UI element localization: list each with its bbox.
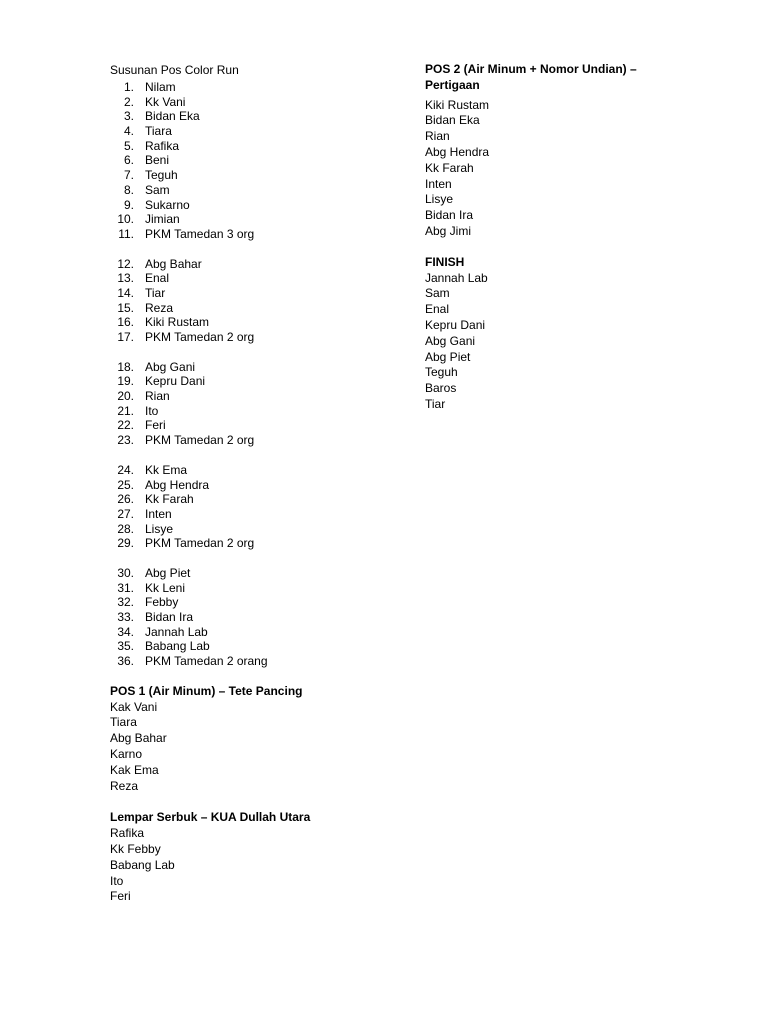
list-item: Karno (110, 746, 143, 761)
list-item: Teguh (425, 365, 458, 380)
list-item (110, 433, 410, 448)
list-item-name: Beni (145, 153, 170, 168)
list-item: Feri (110, 889, 131, 904)
list-item-number: 4. (123, 124, 134, 139)
list-item: Kk Farah (425, 160, 474, 175)
list-item: Abg Piet (425, 349, 471, 364)
list-item-name: Kiki Rustam (145, 315, 210, 330)
list-item-number: 21. (117, 403, 134, 418)
list-item-name: Ito (145, 403, 159, 418)
list-item (110, 330, 410, 345)
list-item (110, 153, 410, 168)
list-item-name: PKM Tamedan 3 org (145, 226, 255, 241)
list-item-number: 31. (117, 580, 134, 595)
numbered-group (110, 566, 410, 669)
left-column (110, 62, 410, 905)
list-item-name: Rian (145, 389, 170, 404)
pos1-section (110, 684, 410, 795)
list-item-number: 29. (117, 536, 134, 551)
list-item: Kk Febby (110, 841, 161, 856)
list-item-name: Enal (145, 271, 170, 286)
list-item: Ito (110, 873, 124, 888)
pos1-list (110, 700, 410, 795)
list-item-number: 24. (117, 462, 134, 477)
list-item (110, 315, 410, 330)
list-item-name: Tiar (145, 285, 166, 300)
lempar-serbuk-section (110, 810, 410, 905)
list-item-name: Rafika (145, 138, 180, 153)
list-item (110, 80, 410, 95)
list-item: Rian (425, 129, 450, 144)
list-item-number: 30. (117, 565, 134, 580)
list-item (110, 492, 410, 507)
list-item (110, 212, 410, 227)
list-item (110, 639, 410, 654)
list-item (110, 257, 410, 272)
list-item-name: Abg Hendra (145, 477, 210, 492)
list-item (110, 198, 410, 213)
list-item-number: 33. (117, 610, 134, 624)
list-item-number: 25. (117, 477, 134, 492)
list-item-number: 10. (117, 212, 134, 227)
list-item (110, 389, 410, 404)
list-item (110, 360, 410, 375)
list-item (110, 581, 410, 596)
list-item-number: 35. (117, 639, 134, 654)
list-item-number: 8. (123, 182, 134, 197)
numbered-group (110, 360, 410, 448)
right-column (425, 62, 725, 413)
list-item (110, 507, 410, 522)
list-item-number: 13. (117, 271, 134, 286)
list-item: Abg Bahar (110, 731, 167, 746)
pos2-title-line2: Pertigaan (425, 77, 480, 92)
lempar-serbuk-list (110, 826, 410, 905)
lempar-serbuk-title: Lempar Serbuk – KUA Dullah Utara (110, 810, 311, 825)
list-item (110, 183, 410, 198)
list-item-number: 26. (117, 492, 134, 507)
list-item (110, 566, 410, 581)
list-item (110, 124, 410, 139)
finish-section (425, 255, 725, 413)
list-item (110, 227, 410, 242)
list-item (110, 95, 410, 110)
list-item-number: 2. (123, 94, 134, 109)
list-item-name: Febby (145, 595, 179, 610)
list-item-name: Teguh (145, 168, 178, 183)
list-item-name: Kepru Dani (145, 374, 206, 389)
list-item: Rafika (110, 826, 145, 841)
list-item-number: 17. (117, 330, 134, 344)
list-item-number: 32. (117, 595, 134, 610)
participant-numbered-list (110, 80, 410, 669)
list-item-number: 16. (117, 315, 134, 330)
list-item: Inten (425, 176, 452, 191)
list-item (110, 418, 410, 433)
list-item: Tiara (110, 715, 137, 730)
list-item-number: 11. (118, 226, 134, 241)
list-item: Reza (110, 778, 139, 793)
list-item: Jannah Lab (425, 270, 488, 285)
list-item-name: Reza (145, 300, 174, 315)
list-item-number: 27. (117, 506, 134, 521)
list-item-number: 6. (123, 153, 134, 168)
list-item (110, 271, 410, 286)
list-item (110, 463, 410, 478)
list-item (110, 610, 410, 625)
numbered-group (110, 257, 410, 345)
list-item-number: 5. (123, 138, 134, 153)
list-item-name: Feri (145, 418, 166, 433)
list-item: Sam (425, 286, 450, 301)
list-item: Babang Lab (110, 857, 175, 872)
list-item (110, 478, 410, 493)
list-item-number: 18. (117, 359, 134, 374)
list-item-number: 1. (123, 80, 134, 94)
list-item-number: 7. (123, 168, 134, 183)
list-item (110, 286, 410, 301)
list-item-number: 22. (117, 418, 134, 433)
list-item: Bidan Eka (425, 113, 480, 128)
list-item-name: PKM Tamedan 2 org (145, 433, 255, 448)
list-item-name: PKM Tamedan 2 org (145, 536, 255, 551)
list-item: Abg Gani (425, 333, 476, 348)
pos1-title: POS 1 (Air Minum) – Tete Pancing (110, 683, 303, 698)
list-item: Enal (425, 302, 450, 317)
list-item (110, 595, 410, 610)
list-item (110, 654, 410, 669)
list-item-name: PKM Tamedan 2 org (145, 330, 255, 344)
numbered-group (110, 80, 410, 242)
list-item-number: 3. (123, 109, 134, 124)
list-item-name: Tiara (145, 124, 172, 139)
list-item (110, 404, 410, 419)
list-item (110, 139, 410, 154)
pos2-section (425, 62, 725, 240)
pos2-title-line1: POS 2 (Air Minum + Nomor Undian) – (425, 62, 637, 76)
list-item: Kepru Dani (425, 317, 486, 332)
list-item: Kak Ema (110, 762, 159, 777)
list-item-name: Bidan Eka (145, 109, 200, 124)
list-item-number: 14. (117, 285, 134, 300)
list-item-number: 34. (117, 624, 134, 639)
list-item (110, 301, 410, 316)
list-item (110, 168, 410, 183)
document-title: Susunan Pos Color Run (110, 63, 239, 77)
list-item-name: Lisye (145, 521, 174, 536)
list-item-name: Babang Lab (145, 639, 210, 654)
list-item-name: Jannah Lab (145, 624, 208, 639)
list-item-name: Kk Vani (145, 94, 186, 109)
list-item-number: 9. (123, 197, 134, 212)
list-item-name: Bidan Ira (145, 610, 194, 624)
list-item-number: 23. (117, 433, 134, 448)
list-item-name: PKM Tamedan 2 orang (145, 654, 268, 669)
list-item-number: 15. (117, 300, 134, 315)
list-item-name: Inten (145, 506, 172, 521)
list-item-name: Abg Bahar (145, 256, 202, 271)
list-item: Kak Vani (110, 699, 158, 714)
list-item: Abg Hendra (425, 144, 490, 159)
list-item-number: 19. (117, 374, 134, 389)
list-item-name: Nilam (145, 80, 176, 94)
list-item-name: Kk Ema (145, 462, 188, 477)
list-item-name: Abg Gani (145, 359, 196, 374)
list-item (110, 522, 410, 537)
list-item-number: 20. (117, 389, 134, 404)
list-item: Kiki Rustam (425, 97, 490, 112)
numbered-group (110, 463, 410, 551)
list-item-name: Jimian (145, 212, 180, 227)
list-item: Bidan Ira (425, 208, 474, 223)
list-item-name: Kk Leni (145, 580, 186, 595)
pos2-list (425, 98, 725, 240)
list-item: Lisye (425, 192, 454, 207)
list-item: Tiar (425, 396, 446, 411)
list-item-name: Kk Farah (145, 492, 194, 507)
list-item (110, 625, 410, 640)
list-item: Abg Jimi (425, 223, 472, 238)
list-item: Baros (425, 381, 457, 396)
list-item (110, 536, 410, 551)
list-item-number: 12. (117, 256, 134, 271)
finish-list (425, 271, 725, 413)
list-item-name: Sam (145, 182, 170, 197)
list-item-number: 28. (117, 521, 134, 536)
list-item (110, 374, 410, 389)
list-item-number: 36. (117, 654, 134, 669)
list-item (110, 109, 410, 124)
finish-title: FINISH (425, 254, 465, 269)
list-item-name: Abg Piet (145, 565, 191, 580)
list-item-name: Sukarno (145, 197, 190, 212)
